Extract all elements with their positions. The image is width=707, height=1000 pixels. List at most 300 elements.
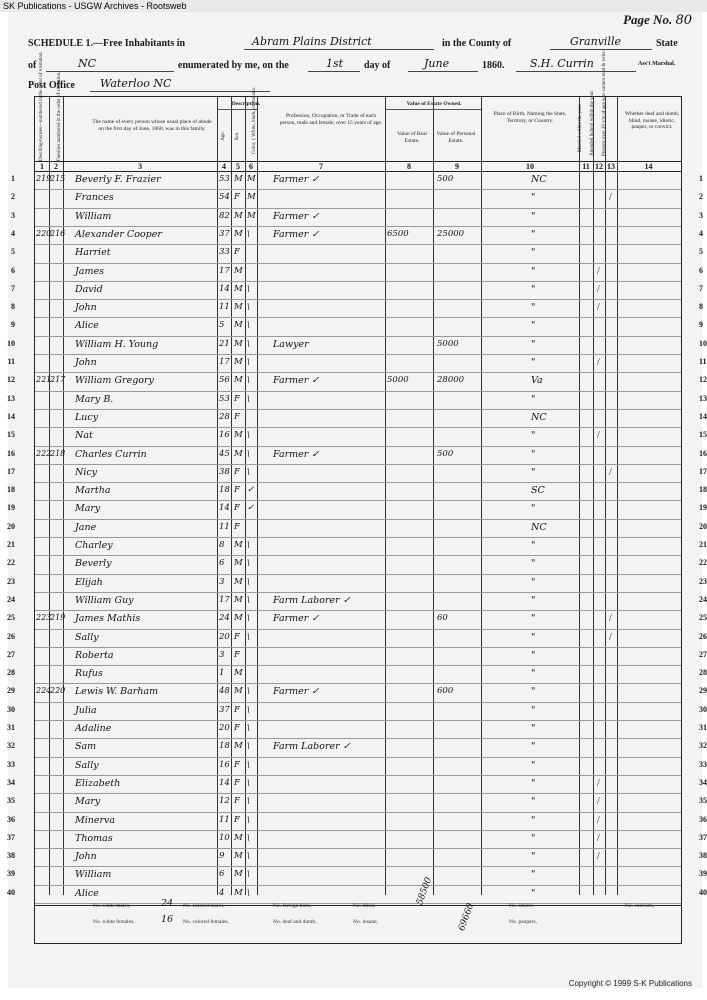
row-number-left: 21 [7, 540, 15, 549]
column-number: 11 [582, 162, 590, 171]
person-age: 56 [219, 375, 230, 386]
person-age: 14 [219, 503, 230, 514]
person-age: 54 [219, 192, 230, 203]
column-number: 6 [249, 162, 253, 171]
real-estate-total: 58500 [415, 876, 435, 907]
row-number-right: 4 [699, 228, 703, 238]
row-number-left: 31 [7, 723, 15, 732]
personal-estate-value: 28000 [437, 375, 465, 386]
person-color: \ [247, 393, 250, 404]
birthplace: " [531, 320, 536, 332]
row-number-right: 25 [699, 613, 707, 623]
person-occupation: Farmer ✓ [273, 210, 320, 222]
row-number-left: 12 [7, 375, 15, 385]
row-number-left: 34 [7, 777, 15, 787]
person-name: Thomas [75, 832, 113, 844]
row-number-left: 4 [11, 228, 15, 238]
person-sex: M [234, 357, 243, 367]
birthplace: " [531, 466, 536, 478]
row-number-left: 29 [7, 686, 15, 696]
illiterate-mark: / [609, 192, 612, 204]
row-number-right: 1 [699, 174, 703, 183]
page-number-label [623, 12, 692, 28]
person-age: 8 [219, 540, 225, 550]
column-number: 8 [407, 162, 411, 171]
person-name: Sally [75, 631, 99, 643]
row-number-right: 16 [699, 448, 707, 458]
row-number-left: 33 [7, 759, 15, 769]
person-sex: M [234, 283, 243, 294]
person-color: \ [247, 375, 250, 386]
family-number: 215 [50, 174, 66, 183]
row-number-right: 12 [699, 375, 707, 385]
person-color: \ [247, 448, 250, 459]
row-number-right: 17 [699, 466, 707, 476]
row-divider [35, 336, 681, 337]
birthplace: " [531, 283, 536, 295]
birthplace: " [531, 649, 536, 661]
row-number-left: 30 [7, 704, 15, 714]
person-name: Adaline [75, 723, 112, 734]
of-label: of [28, 60, 37, 71]
day-of-label: day of [364, 60, 391, 71]
person-color: \ [247, 887, 250, 898]
county-underline [550, 49, 652, 50]
row-number-left: 38 [7, 851, 15, 861]
person-age: 33 [219, 247, 230, 258]
birthplace: " [531, 796, 536, 808]
person-color: \ [247, 741, 250, 752]
header-married: Married within the year. [578, 103, 583, 153]
row-divider [35, 830, 681, 831]
row-divider [35, 482, 681, 483]
header-divider [35, 171, 681, 172]
state-value: NC [78, 57, 97, 70]
person-sex: F [234, 521, 240, 532]
person-age: 10 [219, 832, 230, 843]
header-name: The name of every person whose usual place of abode on the first day of June, 1860, was in this family. [92, 119, 212, 132]
colored-males-label: No. colored males, [183, 903, 225, 909]
row-number-left: 5 [11, 247, 15, 257]
school-mark: / [597, 832, 600, 844]
birthplace: Va [531, 375, 543, 387]
birthplace: " [531, 668, 536, 680]
birthplace: NC [531, 174, 547, 185]
person-name: William H. Young [75, 338, 159, 350]
row-number-left: 9 [11, 320, 15, 330]
personal-estate-total: 69660 [457, 902, 477, 933]
marshal-value: S.H. Currin [530, 57, 594, 70]
person-occupation: Farmer ✓ [273, 448, 320, 460]
person-color: ✓ [247, 485, 255, 496]
header-sex: Sex. [235, 131, 240, 141]
row-number-left: 17 [7, 466, 15, 476]
row-divider [35, 281, 681, 282]
birthplace: " [531, 887, 536, 899]
row-number-left: 40 [7, 887, 15, 897]
row-number-right: 11 [699, 357, 707, 366]
birthplace: " [531, 851, 536, 863]
person-sex: M [234, 448, 243, 459]
person-color: \ [247, 594, 250, 605]
row-number-left: 7 [11, 283, 15, 293]
person-age: 20 [219, 723, 230, 733]
row-divider [35, 848, 681, 849]
blind-label: No. blind, [353, 903, 376, 909]
column-number: 10 [526, 162, 534, 171]
person-age: 11 [219, 814, 230, 825]
school-mark: / [597, 265, 600, 277]
birthplace: " [531, 814, 536, 826]
county-value: Granville [570, 35, 621, 48]
person-age: 82 [219, 210, 230, 221]
white-males-label: No. white males, [93, 903, 131, 909]
birthplace: " [531, 741, 536, 753]
person-name: Martha [75, 485, 111, 497]
family-number: 220 [50, 686, 66, 696]
insane-label: No. insane, [353, 919, 378, 925]
person-name: Jane [75, 521, 97, 533]
header-description: Description. [231, 101, 261, 107]
header-school: Attended School within the year. [590, 90, 595, 156]
person-name: William [75, 869, 112, 881]
person-age: 14 [219, 283, 230, 294]
row-number-right: 23 [699, 576, 707, 586]
birthplace: " [531, 393, 536, 405]
birthplace: " [531, 338, 536, 350]
person-color: \ [247, 777, 250, 788]
row-divider [35, 409, 681, 410]
row-number-left: 13 [7, 393, 15, 403]
row-number-right: 40 [699, 887, 707, 897]
person-name: Minerva [75, 814, 116, 826]
post-office-label: Post Office [28, 80, 75, 91]
row-number-left: 39 [7, 869, 15, 879]
person-age: 17 [219, 265, 230, 276]
person-sex: F [234, 503, 240, 514]
person-name: Frances [75, 192, 114, 204]
row-divider [35, 208, 681, 209]
person-age: 48 [219, 686, 230, 697]
row-number-left: 24 [7, 594, 15, 604]
row-number-left: 14 [7, 411, 15, 421]
person-age: 18 [219, 485, 230, 496]
row-divider [35, 189, 681, 190]
person-name: Julia [75, 704, 97, 716]
person-sex: F [234, 247, 240, 258]
person-color: \ [247, 851, 250, 862]
person-occupation: Farm Laborer ✓ [273, 594, 351, 606]
row-divider [35, 299, 681, 300]
header-deaf-dumb: Whether deaf and dumb, blind, insane, idiotic, pauper, or convict. [624, 111, 680, 130]
person-age: 4 [219, 887, 225, 898]
row-number-left: 22 [7, 558, 15, 568]
person-age: 53 [219, 174, 230, 184]
person-color: \ [247, 576, 250, 587]
row-number-right: 14 [699, 411, 707, 421]
row-divider [35, 812, 681, 813]
dwelling-number: 221 [36, 375, 52, 385]
person-color: \ [247, 320, 250, 331]
birthplace: " [531, 540, 536, 551]
row-divider [35, 702, 681, 703]
person-color: \ [247, 796, 250, 807]
person-color: \ [247, 357, 250, 367]
day-value: 1st [326, 57, 344, 70]
row-number-left: 20 [7, 521, 15, 531]
birthplace: SC [531, 485, 545, 497]
row-number-right: 33 [699, 759, 707, 769]
column-number: 14 [644, 162, 653, 171]
person-sex: F [234, 704, 240, 715]
row-number-right: 34 [699, 777, 707, 787]
person-name: Mary [75, 503, 101, 515]
row-number-left: 15 [7, 430, 15, 440]
row-divider [35, 757, 681, 758]
row-number-left: 19 [7, 503, 15, 513]
row-number-right: 29 [699, 686, 707, 696]
person-name: Alice [75, 320, 99, 332]
row-divider [35, 555, 681, 556]
school-mark: / [597, 283, 600, 295]
person-name: Harriet [75, 247, 111, 259]
person-age: 1 [219, 668, 225, 679]
white-females-label: No. white females, [93, 919, 135, 925]
person-age: 21 [219, 338, 230, 349]
person-sex: M [234, 430, 243, 441]
person-color: \ [247, 228, 250, 239]
person-name: Alice [75, 887, 99, 899]
row-number-right: 28 [699, 668, 707, 678]
person-sex: M [234, 686, 243, 697]
row-number-right: 27 [699, 649, 707, 659]
row-number-right: 5 [699, 247, 703, 257]
person-age: 3 [219, 649, 225, 660]
row-number-left: 36 [7, 814, 15, 824]
personal-estate-value: 500 [437, 448, 454, 459]
person-color: \ [247, 832, 250, 843]
column-number: 4 [222, 162, 226, 171]
copyright-text: Copyright © 1999 S-K Publications [568, 979, 692, 988]
row-divider [35, 226, 681, 227]
person-sex: M [234, 375, 243, 386]
person-color: \ [247, 613, 250, 624]
county-label: in the County of [442, 38, 512, 49]
birthplace: " [531, 503, 536, 515]
row-number-right: 9 [699, 320, 703, 330]
person-name: Nat [75, 430, 93, 442]
birthplace: " [531, 704, 536, 716]
person-name: Lewis W. Barham [75, 686, 159, 698]
marshal-underline [516, 71, 636, 72]
person-name: Mary B. [75, 393, 114, 405]
person-name: John [75, 302, 97, 314]
person-name: William Gregory [75, 375, 154, 387]
row-divider [35, 720, 681, 721]
township-underline [244, 49, 434, 50]
person-age: 24 [219, 613, 230, 624]
birthplace: " [531, 228, 536, 240]
state-label: State [656, 38, 678, 49]
row-number-left: 10 [7, 338, 15, 348]
row-number-right: 18 [699, 485, 707, 495]
birthplace: NC [531, 521, 547, 533]
birthplace: " [531, 448, 536, 460]
row-divider [35, 610, 681, 611]
birthplace: " [531, 357, 536, 368]
person-sex: M [234, 265, 243, 276]
person-sex: M [234, 668, 243, 679]
person-name: Sam [75, 741, 97, 753]
row-divider [35, 500, 681, 501]
row-divider [35, 446, 681, 447]
birthplace: " [531, 558, 536, 570]
row-number-left: 18 [7, 485, 15, 495]
row-number-right: 7 [699, 283, 703, 293]
person-color: \ [247, 631, 250, 642]
header-illiterate: Persons over 20 y'rs of age who cannot read & write. [602, 49, 607, 156]
school-mark: / [597, 777, 600, 789]
personal-estate-value: 5000 [437, 338, 459, 349]
person-sex: M [234, 174, 243, 184]
row-divider [35, 244, 681, 245]
header-family: Families numbered in the order of visitation. [57, 71, 62, 161]
person-color: \ [247, 283, 250, 294]
row-number-right: 2 [699, 192, 703, 202]
page-label: Page No. [623, 12, 673, 27]
row-number-left: 37 [7, 832, 15, 842]
person-age: 3 [219, 576, 225, 587]
row-number-right: 39 [699, 869, 707, 879]
real-estate-value: 6500 [387, 228, 409, 239]
description-divider [217, 109, 257, 110]
row-divider [35, 317, 681, 318]
post-office-underline [90, 91, 270, 92]
person-name: Beverly F. Frazier [75, 174, 161, 185]
person-age: 17 [219, 594, 230, 605]
person-name: Mary [75, 796, 101, 808]
row-divider [35, 574, 681, 575]
person-sex: M [234, 576, 243, 587]
person-age: 17 [219, 357, 230, 367]
person-sex: M [234, 832, 243, 843]
row-number-right: 31 [699, 723, 707, 732]
row-divider [35, 647, 681, 648]
white-females-value: 16 [161, 914, 174, 925]
birthplace: " [531, 247, 536, 259]
person-name: Alexander Cooper [75, 228, 162, 240]
row-divider [35, 629, 681, 630]
person-occupation: Farmer ✓ [273, 228, 320, 240]
birthplace: " [531, 210, 536, 222]
person-sex: M [234, 741, 243, 752]
row-number-left: 8 [11, 302, 15, 312]
birthplace: " [531, 686, 536, 698]
person-sex: F [234, 814, 240, 825]
person-name: Elijah [75, 576, 103, 588]
row-number-left: 32 [7, 741, 15, 751]
day-underline [308, 71, 360, 72]
row-number-left: 27 [7, 649, 15, 659]
site-header-text: SK Publications - USGW Archives - Rootsweb [3, 1, 187, 11]
birthplace: " [531, 594, 536, 606]
person-sex: M [234, 338, 243, 349]
person-age: 28 [219, 411, 230, 422]
deaf-dumb-label: No. deaf and dumb, [273, 919, 317, 925]
personal-estate-value: 60 [437, 613, 448, 624]
enumerated-label: enumerated by me, on the [178, 60, 289, 71]
paupers-label: No. paupers, [509, 919, 537, 925]
person-age: 53 [219, 393, 230, 404]
person-sex: F [234, 649, 240, 660]
person-name: William [75, 210, 112, 222]
family-number: 217 [50, 375, 66, 385]
row-divider [35, 464, 681, 465]
page-number: 80 [675, 13, 692, 28]
header-occupation: Profession, Occupation, or Trade of each person, male and female, over 15 years of age. [279, 113, 383, 126]
birthplace: " [531, 265, 536, 277]
row-number-left: 11 [7, 357, 15, 366]
person-occupation: Farmer ✓ [273, 174, 320, 185]
family-number: 216 [50, 228, 66, 238]
family-number: 218 [50, 448, 66, 458]
row-number-right: 24 [699, 594, 707, 604]
row-divider [35, 665, 681, 666]
person-sex: M [234, 558, 243, 569]
person-occupation: Farmer ✓ [273, 375, 320, 387]
state-underline [46, 71, 174, 72]
person-sex: F [234, 485, 240, 496]
township-value: Abram Plains District [252, 35, 372, 48]
person-color: \ [247, 302, 250, 313]
person-age: 16 [219, 430, 230, 441]
birthplace: " [531, 832, 536, 844]
person-sex: M [234, 210, 243, 221]
person-name: William Guy [75, 594, 134, 606]
birthplace: " [531, 777, 536, 789]
person-color: \ [247, 759, 250, 770]
row-number-left: 2 [11, 192, 15, 202]
person-age: 45 [219, 448, 230, 459]
person-color: M [247, 210, 256, 221]
idiotic-label: No. idiotic, [509, 903, 534, 909]
birthplace: " [531, 192, 536, 204]
row-divider [35, 427, 681, 428]
census-sheet [7, 12, 707, 988]
person-sex: F [234, 393, 240, 404]
birthplace: " [531, 759, 536, 771]
person-sex: M [234, 887, 243, 898]
header-personal-estate: Value of Personal Estate. [436, 131, 476, 144]
row-divider [35, 372, 681, 373]
school-mark: / [597, 302, 600, 314]
year-value: 1860. [482, 60, 505, 71]
school-mark: / [597, 796, 600, 808]
birthplace: NC [531, 411, 547, 423]
person-age: 14 [219, 777, 230, 788]
person-color: \ [247, 466, 250, 477]
illiterate-mark: / [609, 631, 612, 643]
convicts-label: No. convicts, [625, 903, 655, 909]
person-color: \ [247, 704, 250, 715]
person-name: James [75, 265, 104, 277]
family-number: 219 [50, 613, 66, 623]
person-age: 18 [219, 741, 230, 752]
row-number-left: 3 [11, 210, 15, 220]
person-color: \ [247, 814, 250, 825]
row-number-right: 15 [699, 430, 707, 440]
person-color: M [247, 174, 256, 184]
